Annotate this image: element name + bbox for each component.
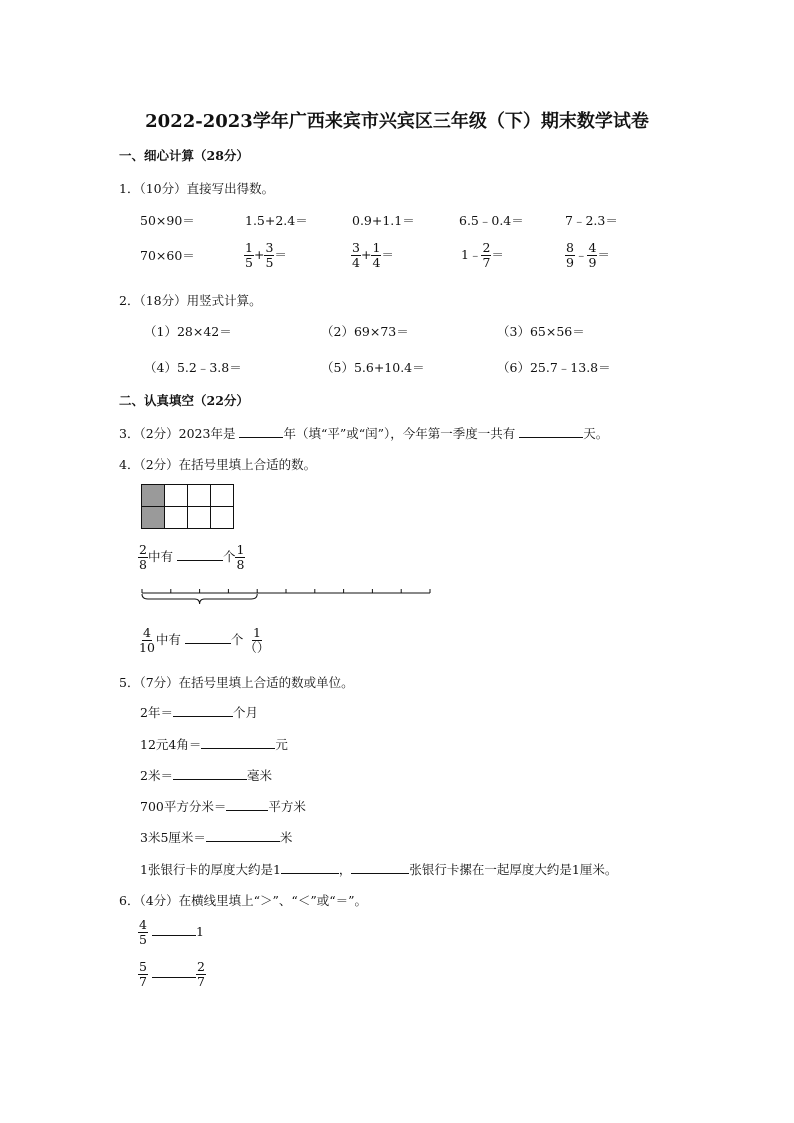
q2-item-4: （4）5.2﹣3.8＝ — [144, 360, 242, 375]
q5-line-3: 2米＝ 毫米 — [140, 768, 272, 783]
q1-item-2: 1.5+2.4＝ — [245, 213, 308, 228]
answer-blank[interactable] — [201, 736, 275, 749]
answer-blank[interactable] — [173, 704, 233, 717]
q5-line-2: 12元4角＝ 元 — [140, 737, 288, 752]
answer-blank[interactable] — [152, 923, 196, 936]
fraction: $\frac{3}{4}$ — [352, 240, 360, 270]
fraction: $\frac{1}{4}$ — [372, 240, 381, 270]
fraction: $\frac{2}{7}$ — [482, 240, 491, 270]
q2-item-5: （5）5.6+10.4＝ — [321, 360, 425, 375]
q1-item-8: $\frac{3}{4}$ + $\frac{1}{4}$ ＝ — [352, 240, 394, 270]
fraction: $\frac{1}{5}$ — [245, 240, 253, 270]
grid-cell-shaded — [142, 485, 165, 507]
answer-blank[interactable] — [185, 631, 231, 644]
fraction: $\frac{4}{10}$ — [139, 625, 155, 655]
q1-item-9: 1﹣ $\frac{2}{7}$ ＝ — [461, 240, 504, 270]
q1-item-6: 70×60＝ — [140, 248, 195, 263]
grid-cell — [165, 507, 188, 529]
fraction: $\frac{4}{9}$ — [588, 240, 597, 270]
q1-item-3: 0.9+1.1＝ — [352, 213, 415, 228]
grid-cell — [211, 485, 234, 507]
answer-blank[interactable] — [281, 861, 339, 874]
q5-line-6: 1张银行卡的厚度大约是1 ， 张银行卡摞在一起厚度大约是1厘米。 — [140, 862, 618, 877]
q2-item-6: （6）25.7﹣13.8＝ — [497, 360, 611, 375]
q6-compare-2 — [138, 960, 206, 989]
fraction: $\frac{2}{7}$ — [196, 959, 205, 989]
q5-line-4: 700平方分米＝ 平方米 — [140, 799, 306, 814]
fraction: $\frac{2}{8}$ — [139, 542, 147, 572]
q4-statement-2: $\frac{4}{10}$ 中有 个 $\frac{1}{()}$ — [139, 625, 270, 655]
q1-item-5: 7﹣2.3＝ — [565, 213, 618, 228]
q2-item-3: （3）65×56＝ — [497, 324, 585, 339]
q2-item-2: （2）69×73＝ — [321, 324, 409, 339]
grid-cell — [165, 485, 188, 507]
answer-blank[interactable] — [206, 829, 280, 842]
grid-cell — [211, 507, 234, 529]
fraction: $\frac{5}{7}$ — [139, 959, 147, 989]
number-line — [138, 586, 434, 610]
fraction-grid — [141, 484, 234, 529]
q2-stem: 2．（18分）用竖式计算。 — [119, 293, 262, 308]
answer-blank[interactable] — [173, 767, 247, 780]
q5-line-1: 2年＝ 个月 — [140, 705, 258, 720]
q4-stem: 4．（2分）在括号里填上合适的数。 — [119, 457, 317, 472]
q4-statement-1: $\frac{2}{8}$ 中有 个 $\frac{1}{8}$ — [139, 542, 245, 572]
answer-blank[interactable] — [152, 965, 196, 978]
q5-line-5: 3米5厘米＝ 米 — [140, 830, 293, 845]
q5-stem: 5．（7分）在括号里填上合适的数或单位。 — [119, 675, 354, 690]
answer-blank[interactable] — [519, 425, 583, 438]
segment-brace — [142, 594, 257, 604]
q3: 3．（2分）2023年是 年（填“平”或“闰”），今年第一季度一共有 天。 — [119, 426, 609, 441]
fraction: $\frac{1}{()}$ — [244, 625, 270, 655]
section-2-heading: 二、认真填空（22分） — [119, 393, 249, 408]
q6-compare-1: $\frac{4}{5}$ 1 — [139, 917, 204, 947]
grid-cell — [188, 507, 211, 529]
answer-blank[interactable] — [239, 425, 283, 438]
fraction: $\frac{1}{8}$ — [236, 542, 245, 572]
q1-item-1: 50×90＝ — [140, 213, 195, 228]
page-title: 2022-2023学年广西来宾市兴宾区三年级（下）期末数学试卷 — [145, 111, 649, 132]
number-line-ticks — [142, 589, 430, 593]
answer-blank[interactable] — [177, 548, 223, 561]
fraction: $\frac{4}{5}$ — [139, 917, 147, 947]
fraction: $\frac{3}{5}$ — [265, 240, 274, 270]
fraction: $\frac{8}{9}$ — [566, 240, 574, 270]
answer-blank[interactable] — [351, 861, 409, 874]
section-1-heading: 一、细心计算（28分） — [119, 148, 249, 163]
q2-item-1: （1）28×42＝ — [144, 324, 232, 339]
q1-item-4: 6.5﹣0.4＝ — [459, 213, 524, 228]
grid-cell — [188, 485, 211, 507]
q1-item-10: $\frac{8}{9}$ ﹣ $\frac{4}{9}$ ＝ — [566, 240, 610, 270]
answer-blank[interactable] — [226, 798, 268, 811]
grid-cell-shaded — [142, 507, 165, 529]
q1-stem: 1．（10分）直接写出得数。 — [119, 181, 275, 196]
q6-stem: 6．（4分）在横线里填上“＞”、“＜”或“＝”。 — [119, 893, 367, 908]
q1-item-7: $\frac{1}{5}$ + $\frac{3}{5}$ ＝ — [245, 240, 287, 270]
